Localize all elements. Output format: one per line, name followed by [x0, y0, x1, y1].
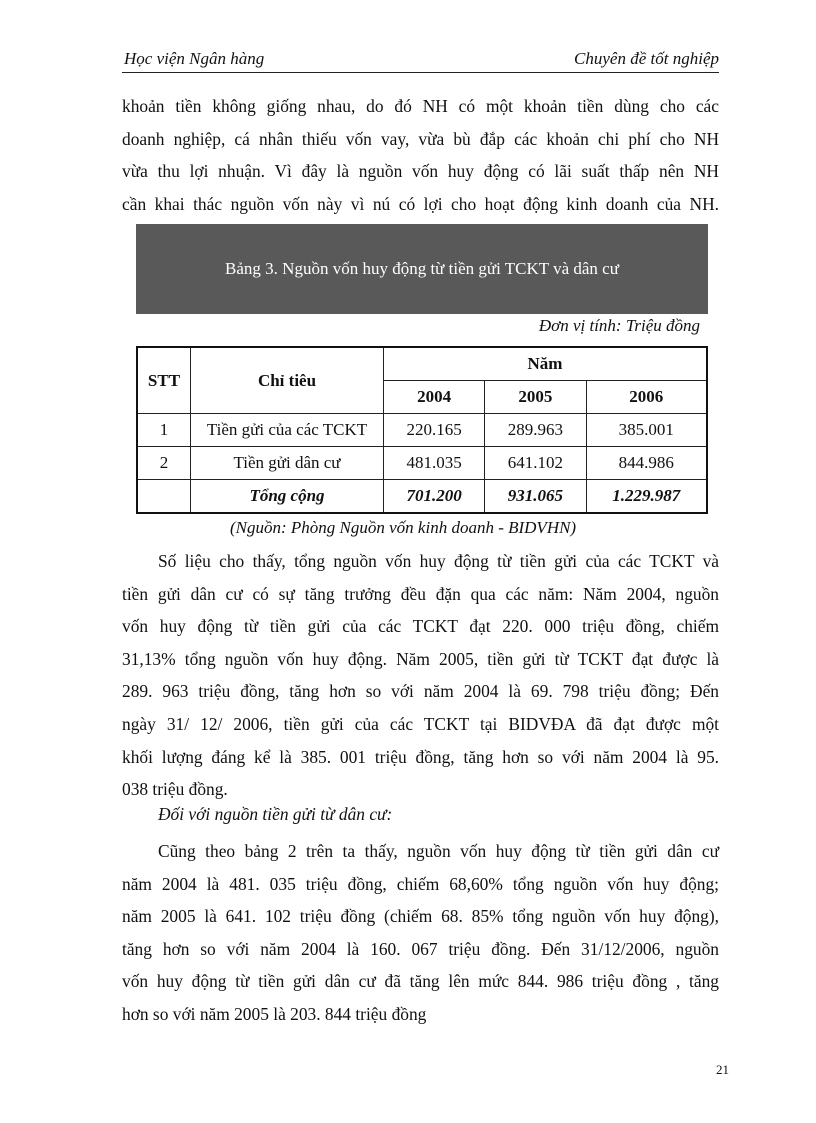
- intro-paragraph: [122, 90, 719, 220]
- cell-value: 641.102: [485, 447, 586, 480]
- cell-value: 844.986: [586, 447, 707, 480]
- text-line: khối lượng đáng kể là 385. 001 triệu đồng, tăng hơn so với năm 2004 là 95.: [122, 746, 719, 767]
- text-line: doanh nghiệp, cá nhân thiếu vốn vay, vừa bù đắp các khoản chi phí cho NH: [122, 128, 719, 149]
- cell-stt: 2: [137, 447, 191, 480]
- text-line: 31,13% tổng nguồn vốn huy động. Năm 2005, tiền gửi từ TCKT đạt được là: [122, 648, 719, 669]
- cell-stt: [137, 480, 191, 514]
- text-line: ngày 31/ 12/ 2006, tiền gửi của các TCKT tại BIDVĐA đã đạt được một: [122, 713, 719, 734]
- header-indicator: Chỉ tiêu: [191, 347, 384, 414]
- cell-value: 481.035: [384, 447, 485, 480]
- text-line: 038 triệu đồng.: [122, 779, 228, 800]
- text-line: tăng hơn so với năm 2004 là 160. 067 triệu đồng. Đến 31/12/2006, nguồn: [122, 938, 719, 959]
- table-title-banner: [136, 224, 708, 314]
- cell-indicator: Tổng cộng: [191, 480, 384, 514]
- table-total-row: [137, 480, 707, 514]
- header-year: 2004: [384, 381, 485, 414]
- text-line: cần khai thác nguồn vốn này vì nú có lợi cho hoạt động kinh doanh của NH.: [122, 193, 719, 214]
- text-line: tiền gửi dân cư có sự tăng trưởng đều đặn qua các năm: Năm 2004, nguồn: [122, 583, 719, 604]
- text-line: Cũng theo bảng 2 trên ta thấy, nguồn vốn huy động từ tiền gửi dân cư: [158, 841, 719, 861]
- text-line: vừa thu lợi nhuận. Vì đây là nguồn vốn huy động có lãi suất thấp nên NH: [122, 161, 719, 182]
- header-institution: Học viện Ngân hàng: [124, 49, 265, 68]
- table-row: [137, 414, 707, 447]
- cell-stt: 1: [137, 414, 191, 447]
- cell-value: 220.165: [384, 414, 485, 447]
- header-year-group: Năm: [384, 347, 708, 381]
- cell-value: 1.229.987: [586, 480, 707, 514]
- text-line: vốn huy động từ tiền gửi dân cư đã tăng lên mức 844. 986 triệu đồng , tăng: [122, 971, 719, 992]
- page-number: 21: [716, 1062, 729, 1077]
- page-header: [122, 46, 719, 73]
- cell-value: 701.200: [384, 480, 485, 514]
- text-line: năm 2005 là 641. 102 triệu đồng (chiếm 68. 85% tổng nguồn vốn huy động),: [122, 906, 719, 927]
- cell-value: 385.001: [586, 414, 707, 447]
- header-doc-type: Chuyên đề tốt nghiệp: [574, 49, 719, 68]
- cell-indicator: Tiền gửi dân cư: [191, 447, 384, 480]
- text-line: hơn so với năm 2005 là 203. 844 triệu đồng: [122, 1003, 427, 1024]
- section-subheading: Đối với nguồn tiền gửi từ dân cư:: [158, 804, 393, 824]
- table-title: Bảng 3. Nguồn vốn huy động từ tiền gửi TCKT và dân cư: [225, 259, 619, 278]
- cell-indicator: Tiền gửi của các TCKT: [191, 414, 384, 447]
- text-line: vốn huy động từ tiền gửi của các TCKT đạt 220. 000 triệu đồng, chiếm: [122, 616, 719, 637]
- cell-value: 931.065: [485, 480, 586, 514]
- cell-value: 289.963: [485, 414, 586, 447]
- table-row: [137, 447, 707, 480]
- analysis-paragraph-1: [122, 545, 719, 806]
- unit-note: Đơn vị tính: Triệu đồng: [538, 316, 700, 335]
- table-source: (Nguồn: Phòng Nguồn vốn kinh doanh - BIDVHN): [230, 518, 577, 537]
- analysis-paragraph-2: [122, 835, 719, 1031]
- header-stt: STT: [137, 347, 191, 414]
- header-year: 2005: [485, 381, 586, 414]
- text-line: năm 2004 là 481. 035 triệu đồng, chiếm 68,60% tổng nguồn vốn huy động;: [122, 873, 719, 894]
- deposit-table: [136, 346, 708, 514]
- header-year: 2006: [586, 381, 707, 414]
- text-line: khoản tiền không giống nhau, do đó NH có một khoản tiền dùng cho các: [122, 96, 719, 116]
- text-line: 289. 963 triệu đồng, tăng hơn so với năm 2004 là 69. 798 triệu đồng; Đến: [122, 681, 719, 702]
- text-line: Số liệu cho thấy, tổng nguồn vốn huy động từ tiền gửi của các TCKT và: [158, 551, 719, 571]
